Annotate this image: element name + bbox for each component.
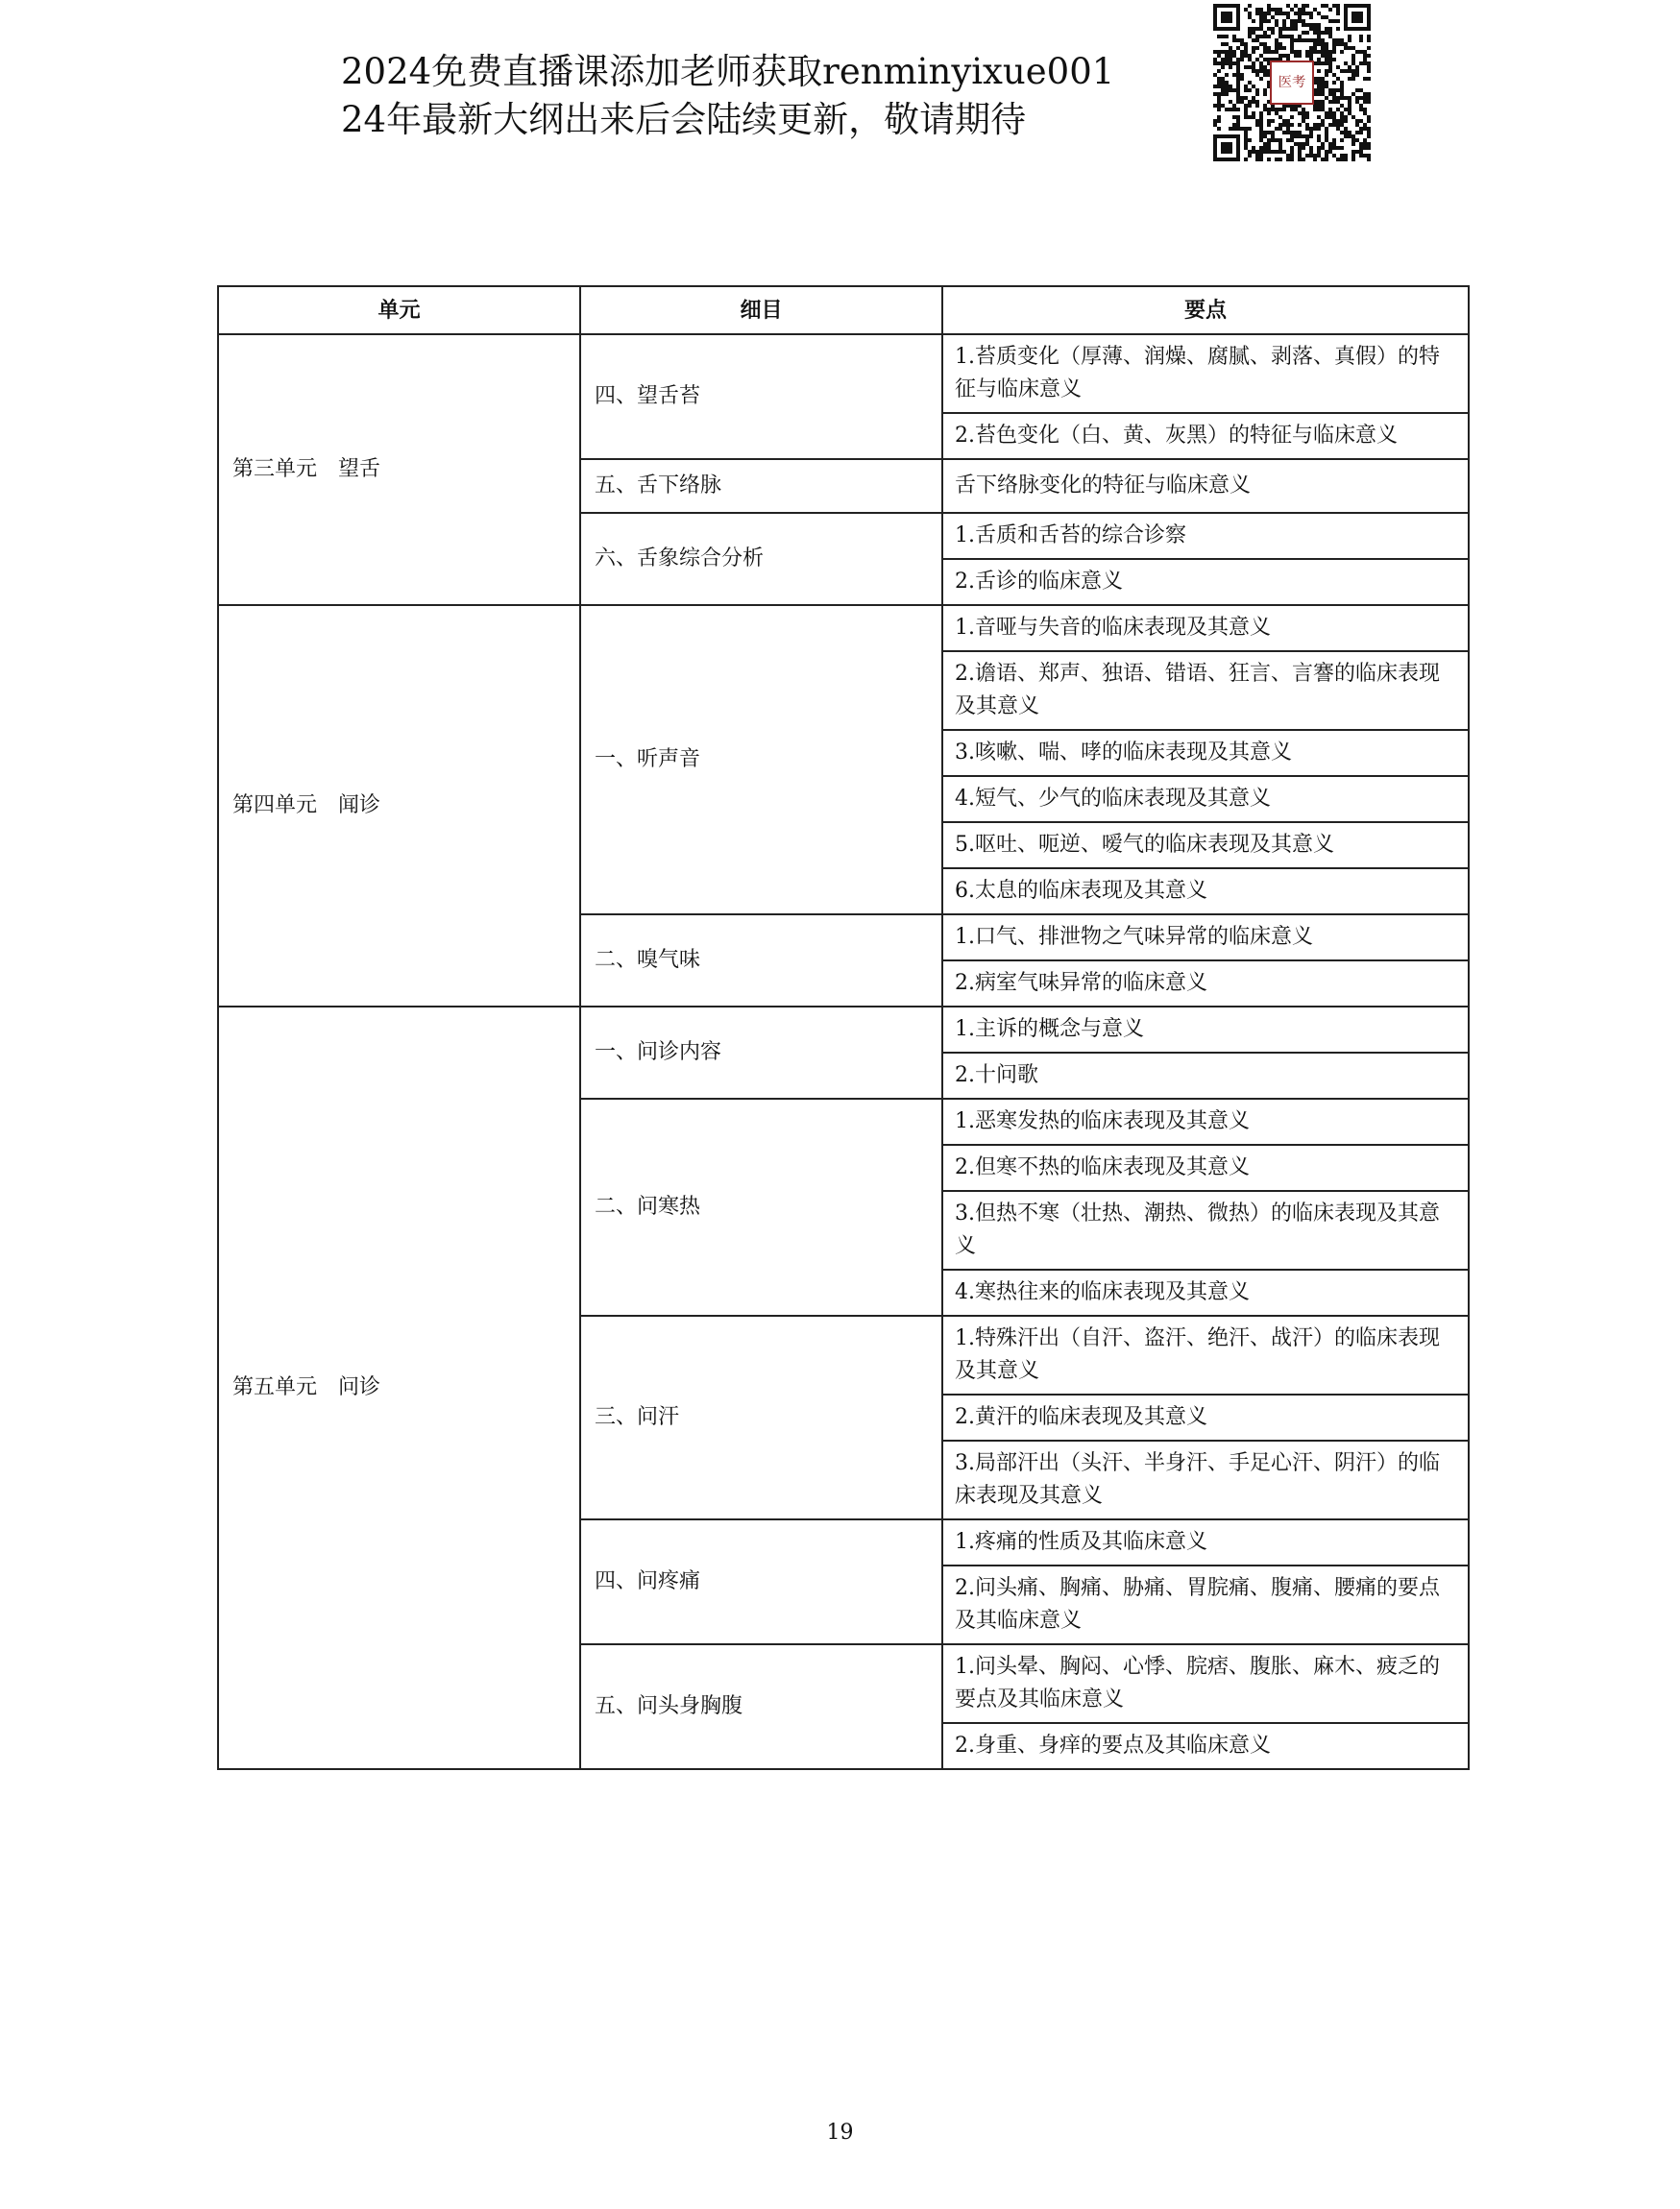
point-cell: 2.身重、身痒的要点及其临床意义 (942, 1723, 1469, 1769)
unit-cell: 第五单元 问诊 (218, 1007, 580, 1769)
table-header-row (218, 286, 1469, 334)
item-cell: 六、舌象综合分析 (580, 513, 942, 605)
point-cell: 1.主诉的概念与意义 (942, 1007, 1469, 1053)
point-cell: 2.问头痛、胸痛、胁痛、胃脘痛、腹痛、腰痛的要点及其临床意义 (942, 1566, 1469, 1644)
table-row (218, 334, 1469, 413)
point-cell: 3.局部汗出（头汗、半身汗、手足心汗、阴汗）的临床表现及其意义 (942, 1441, 1469, 1519)
point-cell: 1.口气、排泄物之气味异常的临床意义 (942, 914, 1469, 960)
point-cell: 1.苔质变化（厚薄、润燥、腐腻、剥落、真假）的特征与临床意义 (942, 334, 1469, 413)
syllabus-table (217, 285, 1470, 1770)
point-cell: 1.舌质和舌苔的综合诊察 (942, 513, 1469, 559)
point-cell: 5.呕吐、呃逆、嗳气的临床表现及其意义 (942, 822, 1469, 868)
qr-center-label: 医考 (1278, 75, 1306, 90)
unit-cell: 第三单元 望舌 (218, 334, 580, 605)
item-cell: 五、问头身胸腹 (580, 1644, 942, 1769)
item-cell: 四、问疼痛 (580, 1519, 942, 1644)
page-header (341, 48, 1114, 144)
point-cell: 2.谵语、郑声、独语、错语、狂言、言謇的临床表现及其意义 (942, 651, 1469, 730)
table-row (218, 605, 1469, 651)
point-cell: 1.音哑与失音的临床表现及其意义 (942, 605, 1469, 651)
item-cell: 二、问寒热 (580, 1099, 942, 1316)
point-cell: 2.舌诊的临床意义 (942, 559, 1469, 605)
point-cell: 4.寒热往来的临床表现及其意义 (942, 1270, 1469, 1316)
qr-code-icon (1213, 4, 1371, 161)
point-cell: 2.十问歌 (942, 1053, 1469, 1099)
point-cell: 1.恶寒发热的临床表现及其意义 (942, 1099, 1469, 1145)
header-line-1: 2024免费直播课添加老师获取renminyixue001 (341, 51, 1115, 92)
point-cell: 3.但热不寒（壮热、潮热、微热）的临床表现及其意义 (942, 1191, 1469, 1270)
point-cell: 1.问头晕、胸闷、心悸、脘痞、腹胀、麻木、疲乏的要点及其临床意义 (942, 1644, 1469, 1723)
point-cell: 2.苔色变化（白、黄、灰黑）的特征与临床意义 (942, 413, 1469, 459)
point-cell: 2.病室气味异常的临床意义 (942, 960, 1469, 1007)
item-cell: 一、听声音 (580, 605, 942, 914)
item-cell: 三、问汗 (580, 1316, 942, 1519)
point-cell: 舌下络脉变化的特征与临床意义 (942, 459, 1469, 513)
header-line-2: 24年最新大纲出来后会陆续更新，敬请期待 (341, 99, 1027, 140)
point-cell: 1.疼痛的性质及其临床意义 (942, 1519, 1469, 1566)
point-cell: 3.咳嗽、喘、哮的临床表现及其意义 (942, 730, 1469, 776)
item-cell: 四、望舌苔 (580, 334, 942, 459)
unit-cell: 第四单元 闻诊 (218, 605, 580, 1007)
point-cell: 2.黄汗的临床表现及其意义 (942, 1395, 1469, 1441)
point-cell: 1.特殊汗出（自汗、盗汗、绝汗、战汗）的临床表现及其意义 (942, 1316, 1469, 1395)
point-cell: 4.短气、少气的临床表现及其意义 (942, 776, 1469, 822)
column-header-item: 细目 (580, 286, 942, 334)
point-cell: 2.但寒不热的临床表现及其意义 (942, 1145, 1469, 1191)
item-cell: 二、嗅气味 (580, 914, 942, 1007)
point-cell: 6.太息的临床表现及其意义 (942, 868, 1469, 914)
page-number: 19 (826, 2121, 854, 2145)
table-row (218, 1007, 1469, 1053)
item-cell: 一、问诊内容 (580, 1007, 942, 1099)
column-header-points: 要点 (942, 286, 1469, 334)
column-header-unit: 单元 (218, 286, 580, 334)
item-cell: 五、舌下络脉 (580, 459, 942, 513)
